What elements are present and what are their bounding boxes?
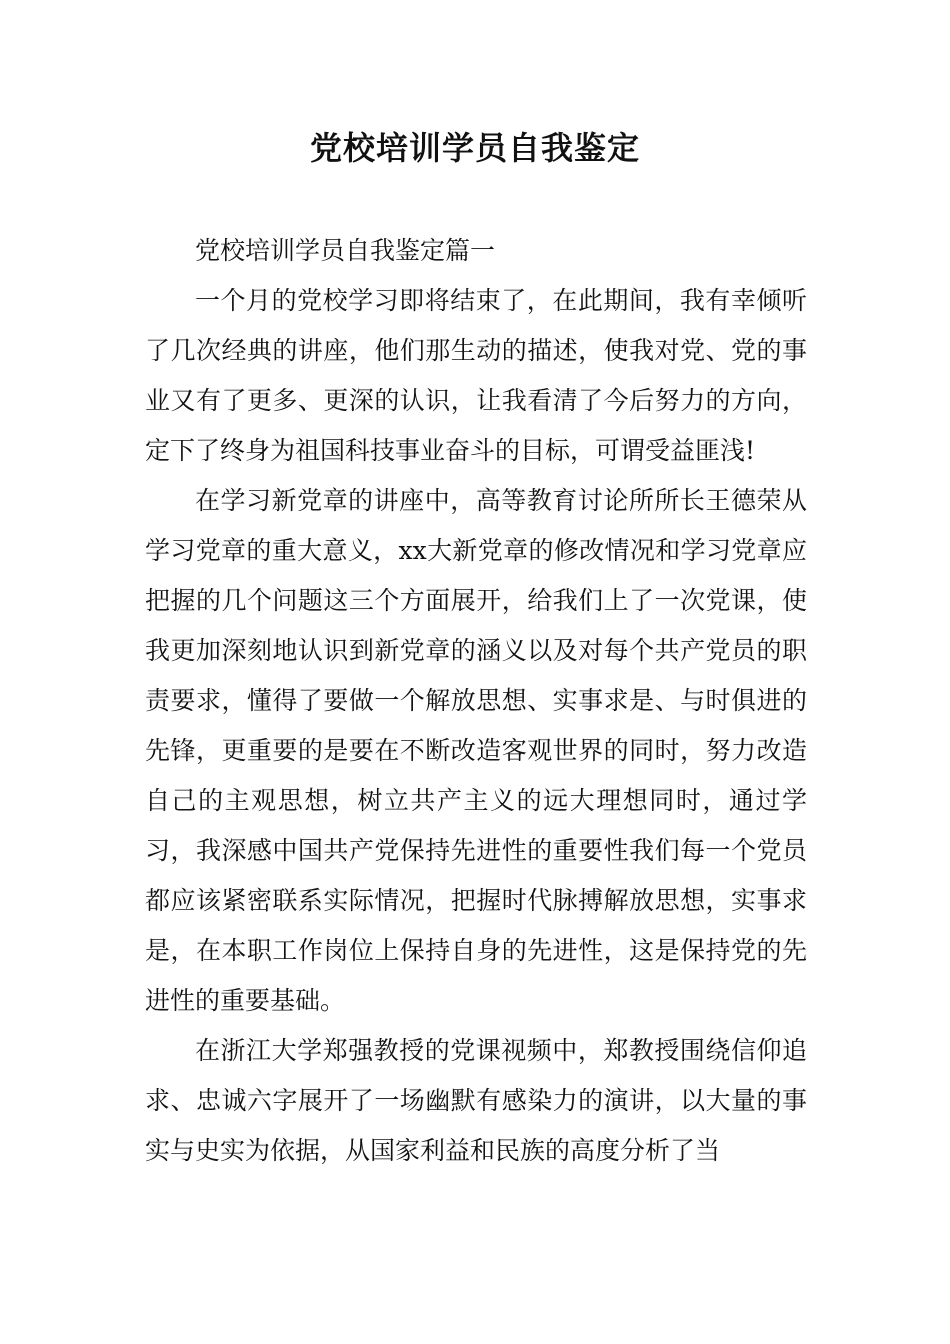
body-paragraph: 在浙江大学郑强教授的党课视频中，郑教授围绕信仰追求、忠诚六字展开了一场幽默有感染力的演讲，以大量的事实与史实为依据，从国家利益和民族的高度分析了当 [145, 1036, 807, 1165]
section-heading: 党校培训学员自我鉴定篇一 [195, 236, 496, 265]
document-title: 党校培训学员自我鉴定 [309, 129, 640, 167]
body-paragraph: 在学习新党章的讲座中，高等教育讨论所所长王德荣从学习党章的重大意义，xx大新党章的修改情况和学习党章应把握的几个问题这三个方面展开，给我们上了一次党课，使我更加深刻地认识到新党章的涵义以及对每个共产党员的职责要求，懂得了要做一个解放思想、实事求是、与时俱进的先锋，更重要的是要在不断改造客观世界的同时，努力改造自己的主观思想，树立共产主义的远大理想同时，通过学习，我深感中国共产党保持先进性的重要性我们每一个党员都应该紧密联系实际情况，把握时代脉搏解放思想，实事求是，在本职工作岗位上保持自身的先进性，这是保持党的先进性的重要基础。 [145, 486, 807, 1015]
document-body [145, 226, 807, 1176]
body-paragraph: 一个月的党校学习即将结束了，在此期间，我有幸倾听了几次经典的讲座，他们那生动的描述，使我对党、党的事业又有了更多、更深的认识，让我看清了今后努力的方向，定下了终身为祖国科技事业奋斗的目标，可谓受益匪浅! [145, 286, 807, 465]
